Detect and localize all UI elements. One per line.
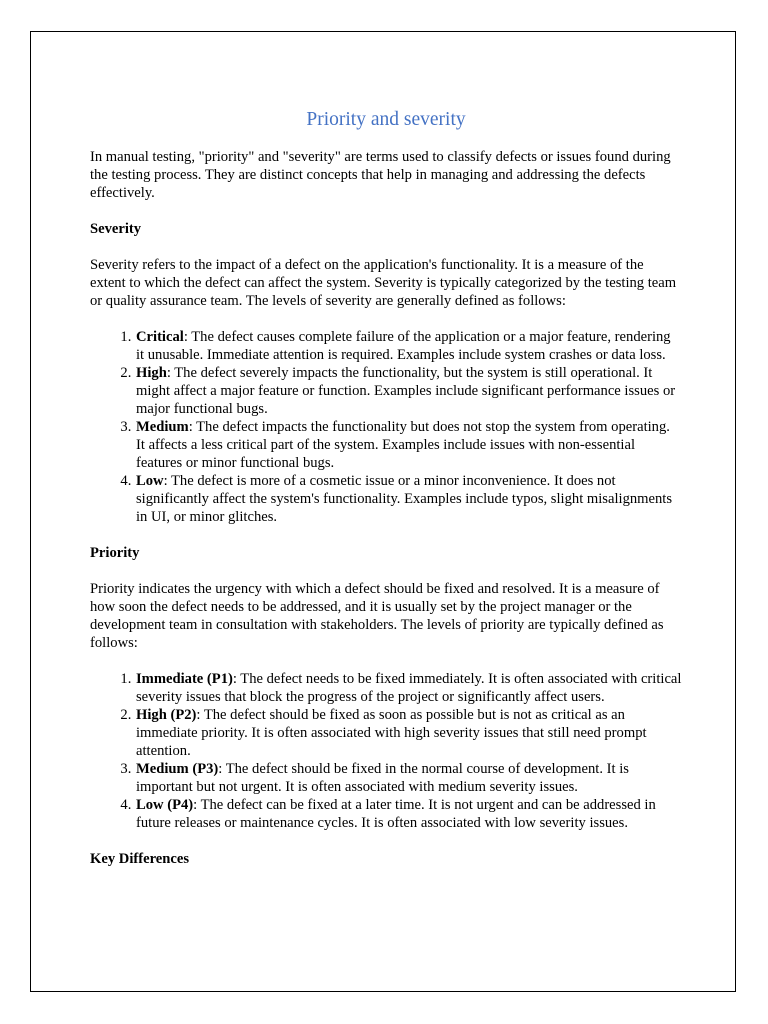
priority-term: Immediate (P1) bbox=[136, 671, 233, 687]
priority-term: Medium (P3) bbox=[136, 761, 219, 777]
priority-text: : The defect needs to be fixed immediately. It is often associated with critical severity issues that block the progress of the project or significantly affect users. bbox=[136, 671, 682, 705]
list-item bbox=[135, 670, 682, 706]
list-item bbox=[135, 706, 682, 760]
list-item bbox=[135, 364, 682, 418]
priority-text: : The defect can be fixed at a later time. It is not urgent and can be addressed in future releases or maintenance cycles. It is often associated with low severity issues. bbox=[136, 797, 656, 831]
severity-text: : The defect causes complete failure of the application or a major feature, rendering it unusable. Immediate attention is required. Examples include system crashes or data loss. bbox=[136, 329, 671, 363]
priority-term: Low (P4) bbox=[136, 797, 194, 813]
priority-levels-list bbox=[90, 670, 682, 832]
severity-text: : The defect is more of a cosmetic issue or a minor inconvenience. It does not significantly affect the system's functionality. Examples include typos, slight misalignments in UI, or minor glitches. bbox=[136, 473, 673, 525]
priority-term: High (P2) bbox=[136, 707, 197, 723]
priority-description: Priority indicates the urgency with which a defect should be fixed and resolved. It is a measure of how soon the defect needs to be addressed, and it is usually set by the project manager or the development team in consultation with stakeholders. The levels of priority are typically defined as follows: bbox=[90, 581, 664, 651]
priority-text: : The defect should be fixed in the normal course of development. It is important but not urgent. It is often associated with medium severity issues. bbox=[136, 761, 629, 795]
list-item bbox=[135, 796, 682, 832]
list-item bbox=[135, 418, 682, 472]
severity-text: : The defect impacts the functionality but does not stop the system from operating. It affects a less critical part of the system. Examples include issues with non-essential features or minor functional bugs. bbox=[136, 419, 670, 471]
key-differences-heading: Key Differences bbox=[90, 851, 190, 867]
severity-description: Severity refers to the impact of a defect on the application's functionality. It is a measure of the extent to which the defect can affect the system. Severity is typically categorized by the testing team or quality assurance team. The levels of severity are generally defined as follows: bbox=[90, 257, 677, 309]
priority-text: : The defect should be fixed as soon as possible but is not as critical as an immediate priority. It is often associated with high severity issues that still need prompt attention. bbox=[136, 707, 647, 759]
list-item bbox=[135, 760, 682, 796]
severity-term: Medium bbox=[136, 419, 189, 435]
severity-levels-list bbox=[90, 328, 682, 526]
severity-term: Low bbox=[136, 473, 164, 489]
document-content bbox=[90, 108, 682, 886]
severity-term: Critical bbox=[136, 329, 184, 345]
severity-text: : The defect severely impacts the functionality, but the system is still operational. It might affect a major feature or function. Examples include significant performance issues or major functional bugs. bbox=[136, 365, 676, 417]
list-item bbox=[135, 472, 682, 526]
severity-term: High bbox=[136, 365, 167, 381]
document-title: Priority and severity bbox=[306, 109, 466, 130]
list-item bbox=[135, 328, 682, 364]
severity-heading: Severity bbox=[90, 221, 142, 237]
intro-paragraph: In manual testing, "priority" and "severity" are terms used to classify defects or issues found during the testing process. They are distinct concepts that help in managing and addressing the defects effectively. bbox=[90, 149, 671, 201]
priority-heading: Priority bbox=[90, 545, 140, 561]
